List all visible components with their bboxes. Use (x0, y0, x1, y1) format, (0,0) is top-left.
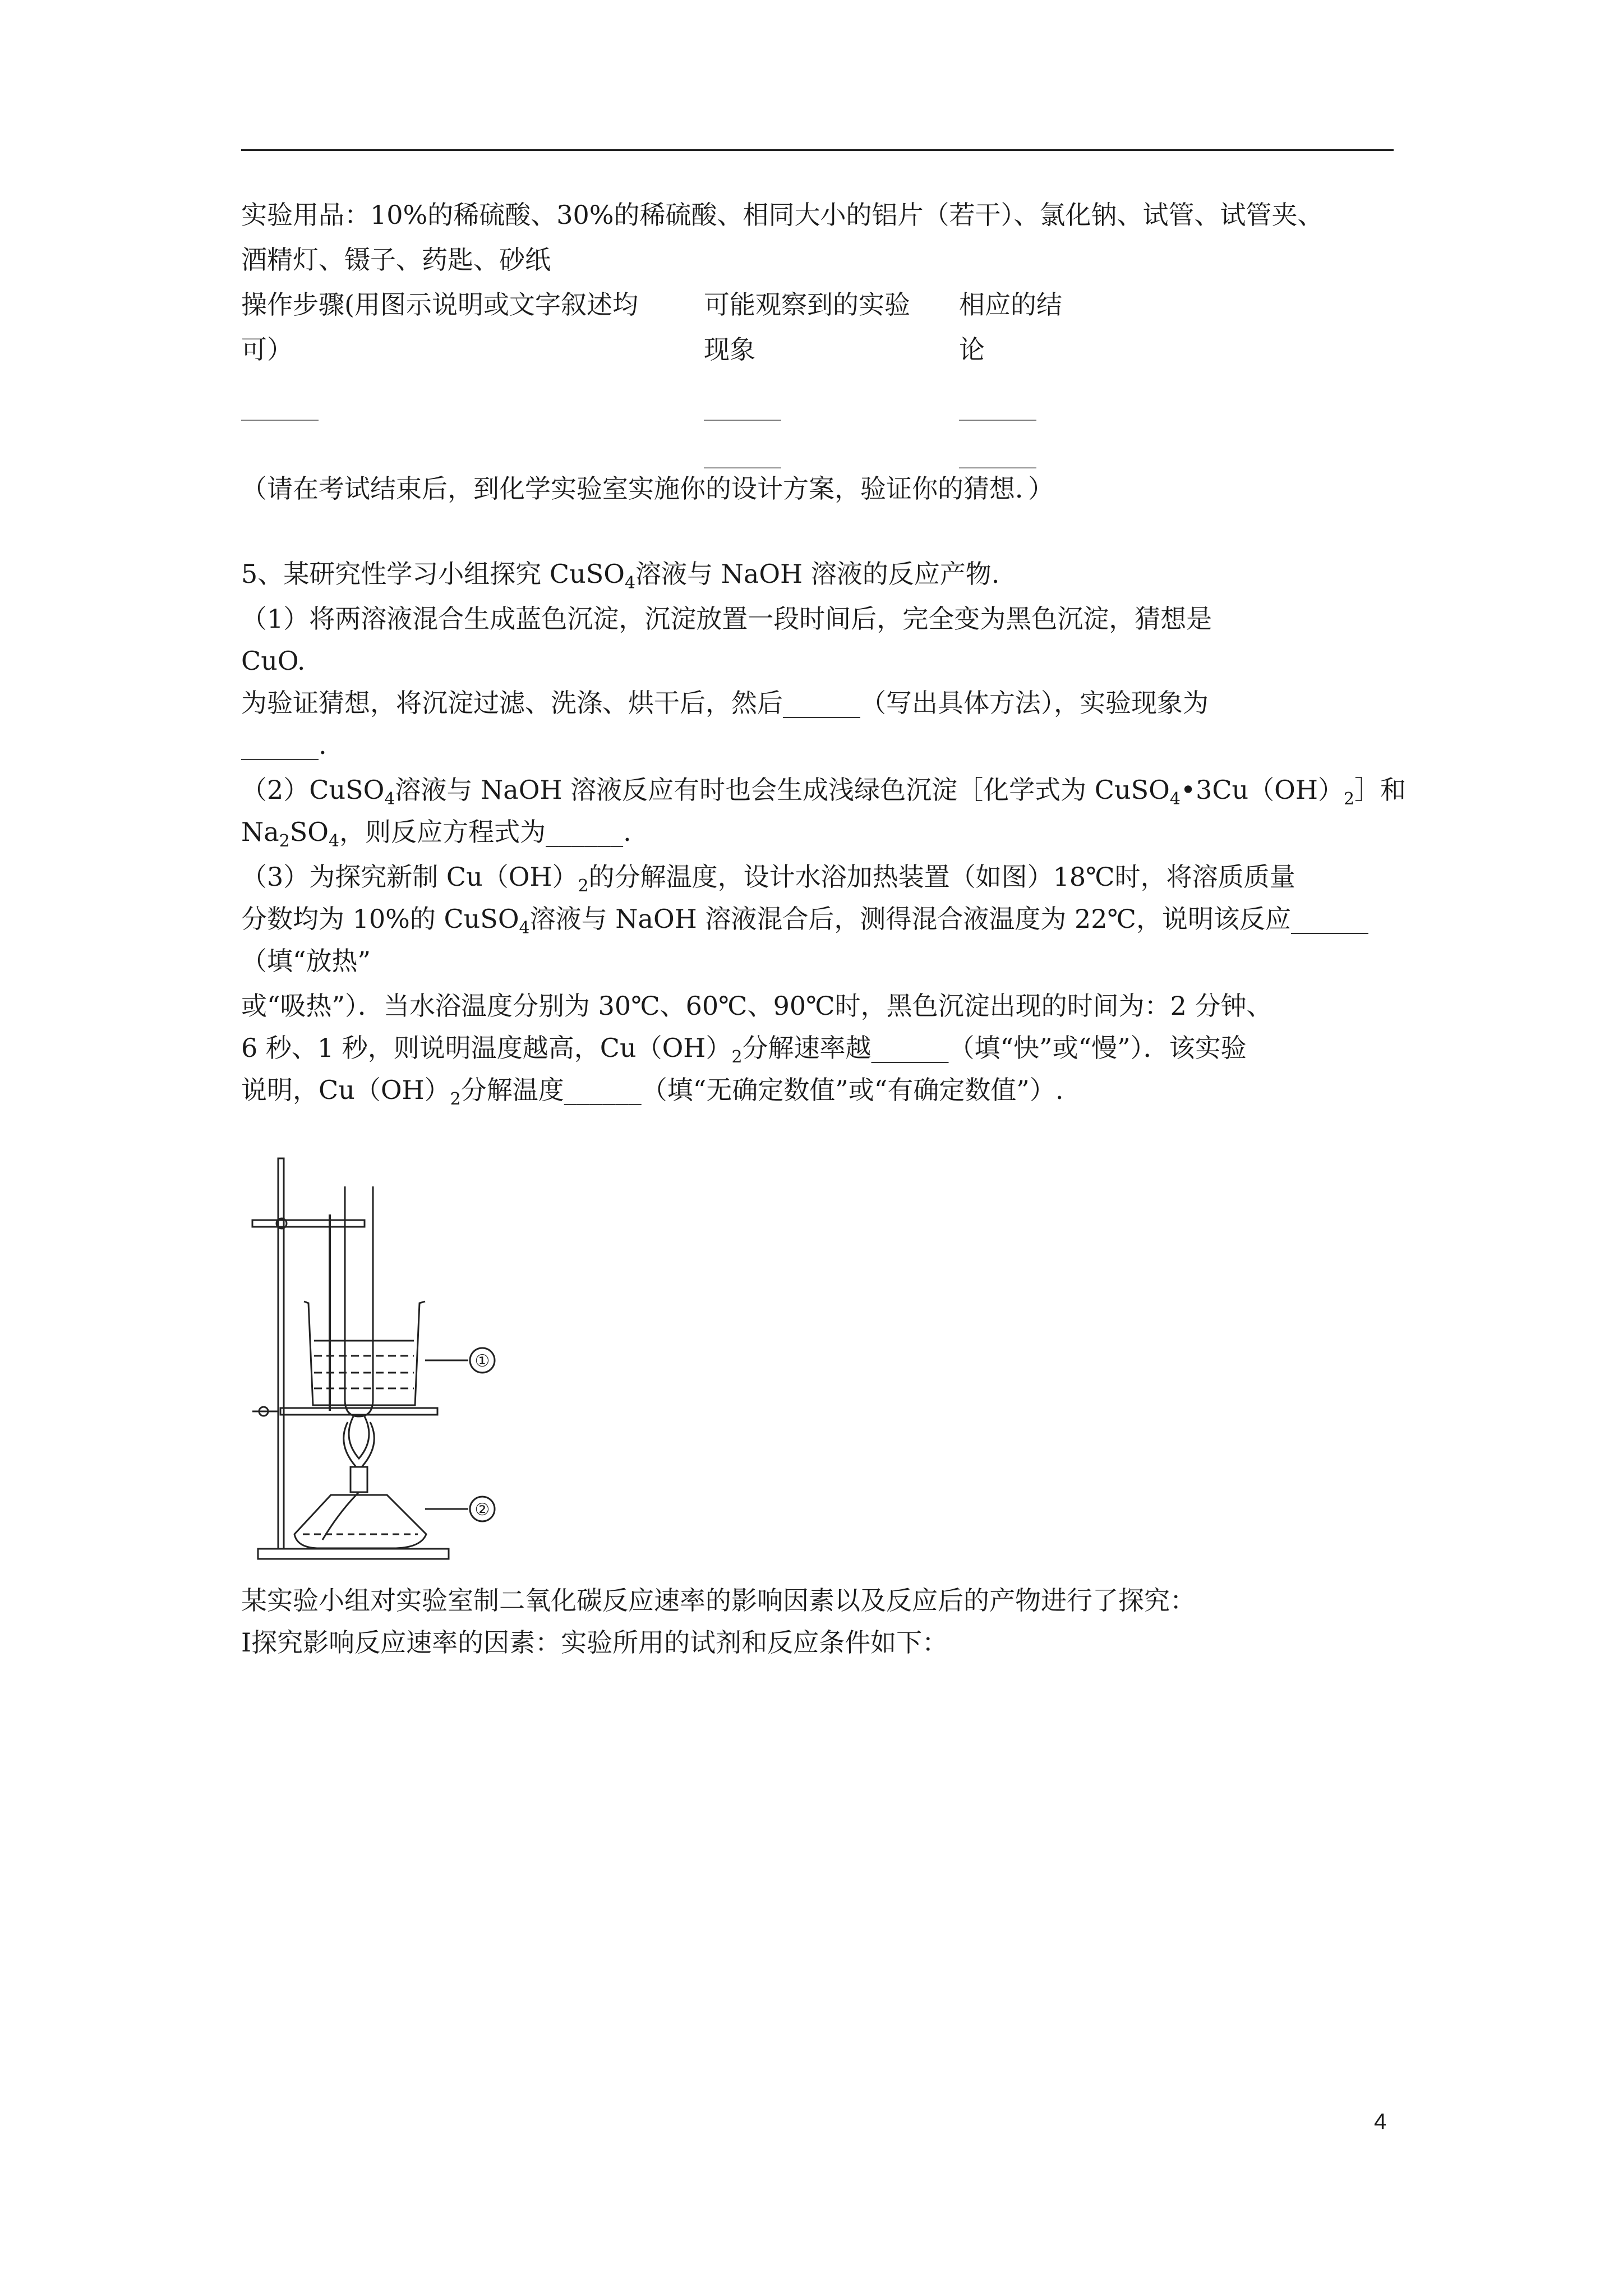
table-col3-header-1: 相应的结 (959, 289, 1062, 320)
table-col2-blank-1: ______ (704, 390, 781, 421)
upper-clamp-arm (252, 1220, 365, 1227)
table-col1-blank: ______ (241, 390, 319, 421)
materials-line-1: 实验用品：10%的稀硫酸、30%的稀硫酸、相同大小的铝片（若干）、氯化钠、试管、试管夹、 (241, 200, 1324, 230)
table-col3-blank-2: ______ (959, 438, 1036, 468)
label-2: ② (474, 1500, 490, 1520)
flame (349, 1416, 369, 1458)
water-bath-apparatus-figure (247, 1153, 516, 1568)
tail-line-1: 某实验小组对实验室制二氧化碳反应速率的影响因素以及反应后的产物进行了探究： (241, 1585, 1196, 1616)
q5-part3-line-2: 分数均为 10%的 CuSO$_4$溶液与 NaOH 溶液混合后，测得混合液温度为 22℃，说明该反应______ (241, 904, 1368, 938)
q5-part2-line-1: （2）CuSO$_4$溶液与 NaOH 溶液反应有时也会生成浅绿色沉淀［化学式为 $CuSO_4•3Cu(OH)_2]$和 (241, 775, 1407, 809)
header-rule (241, 149, 1394, 151)
table-col2-blank-2: ______ (704, 438, 781, 468)
q5-part3-line-4: 或“吸热”）．当水浴温度分别为 30℃、60℃、90℃时，黑色沉淀出现的时间为：2 分钟、 (241, 991, 1272, 1021)
label-1: ① (474, 1351, 490, 1371)
q5-part1-line-2: CuO. (241, 646, 306, 676)
q5-part1-line-4: ______. (241, 730, 327, 760)
table-col3-blank-1: ______ (959, 390, 1036, 421)
q5-intro: 5、某研究性学习小组探究 CuSO$_4$溶液与 NaOH 溶液的反应产物. (241, 559, 1000, 593)
q5-part1-line-3: 为验证猜想，将沉淀过滤、洗涤、烘干后，然后______（写出具体方法），实验现象为 (241, 688, 1209, 718)
table-col1-header-2: 可） (241, 334, 293, 365)
q5-part3-line-5: 6 秒、1 秒，则说明温度越高，$Cu(OH)_2$分解速率越______（填“快”或“慢”）．该实验 (241, 1033, 1247, 1067)
q5-part3-line-6: 说明，$Cu(OH)_2$分解温度______（填“无确定数值”或“有确定数值”）. (241, 1075, 1064, 1109)
q5-part1-line-1: （1）将两溶液混合生成蓝色沉淀，沉淀放置一段时间后，完全变为黑色沉淀，猜想是 (241, 604, 1212, 634)
q5-part3-line-1: （3）为探究新制 $Cu(OH)_2$的分解温度，设计水浴加热装置（如图）18℃时，将溶质质量 (241, 862, 1295, 896)
lamp-wick-holder (351, 1467, 367, 1492)
tail-line-2: Ⅰ探究影响反应速率的因素：实验所用的试剂和反应条件如下： (241, 1627, 948, 1658)
table-col2-header-1: 可能观察到的实验 (704, 289, 910, 320)
beaker (304, 1301, 425, 1405)
table-col2-header-2: 现象 (704, 334, 755, 365)
note-text: （请在考试结束后，到化学实验室实施你的设计方案，验证你的猜想．） (241, 473, 1054, 504)
alcohol-lamp (294, 1495, 426, 1548)
page-number: 4 (1374, 2109, 1387, 2134)
table-col3-header-2: 论 (959, 334, 985, 365)
stand-rod (278, 1158, 284, 1549)
q5-part3-line-3: （填“放热” (241, 946, 371, 976)
materials-line-2: 酒精灯、镊子、药匙、砂纸 (241, 245, 551, 275)
table-col1-header-1: 操作步骤(用图示说明或文字叙述均 (241, 289, 638, 320)
ring-clamp (280, 1408, 437, 1415)
q5-part2-line-2: $Na_2SO_4$，则反应方程式为______. (241, 817, 631, 851)
stand-base (258, 1549, 449, 1559)
